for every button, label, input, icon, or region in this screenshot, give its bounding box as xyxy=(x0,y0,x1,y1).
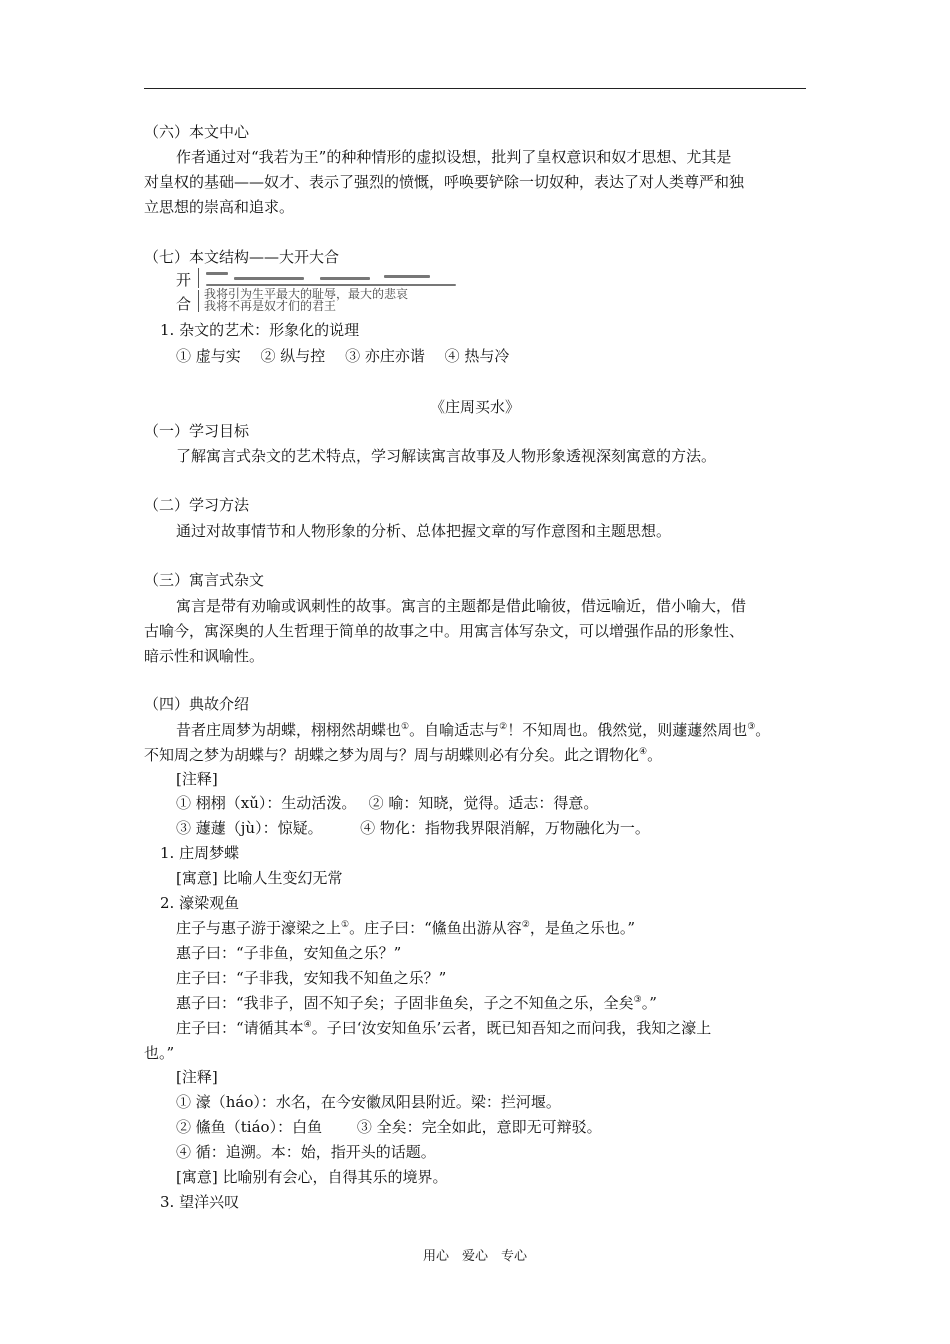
section-heading: （六）本文中心 xyxy=(144,123,250,141)
paragraph-line: 暗示性和讽喻性。 xyxy=(144,647,265,665)
obscured-text xyxy=(320,277,370,280)
dialogue-line: 惠子曰：“我非子，固不知子矣；子固非鱼矣，子之不知鱼之乐，全矣③。” xyxy=(176,994,657,1012)
structure-diagram xyxy=(198,268,558,312)
list-item: ① 虚与实 ② 纵与控 ③ 亦庄亦谐 ④ 热与冷 xyxy=(176,347,510,365)
page-footer: 用心 爱心 专心 xyxy=(422,1249,527,1264)
list-item: 1. 庄周梦蝶 xyxy=(160,844,240,862)
meaning-line: [寓意] 比喻别有会心，自得其乐的境界。 xyxy=(176,1168,448,1186)
section-heading: （七）本文结构——大开大合 xyxy=(144,248,340,266)
dialogue-line: 庄子曰：“请循其本④。子曰‘汝安知鱼乐’云者，既已知吾知之而问我，我知之濠上 xyxy=(176,1019,712,1037)
note-line: ① 濠（háo）：水名，在今安徽凤阳县附近。梁：拦河堰。 xyxy=(176,1093,561,1111)
close-line-2: 我将不再是奴才们的君王 xyxy=(204,299,337,312)
note-line: ① 栩栩（xǔ）：生动活泼。 ② 喻：知晓，觉得。适志：得意。 xyxy=(176,794,599,812)
structure-close-label: 合 xyxy=(176,295,192,313)
obscured-text xyxy=(384,275,430,278)
paragraph-line: 昔者庄周梦为胡蝶，栩栩然胡蝶也①。自喻适志与②！不知周也。俄然觉，则蘧蘧然周也③。 xyxy=(176,721,771,739)
meaning-line: [寓意] 比喻人生变幻无常 xyxy=(176,869,343,887)
dialogue-line: 庄子与惠子游于濠梁之上①。庄子曰：“鯈鱼出游从容②，是鱼之乐也。” xyxy=(176,919,636,937)
dialogue-line: 惠子曰：“子非鱼，安知鱼之乐？” xyxy=(176,944,402,962)
dialogue-line: 也。” xyxy=(144,1044,175,1062)
note-line: ④ 循：追溯。本：始，指开头的话题。 xyxy=(176,1143,436,1161)
obscured-text xyxy=(206,284,456,286)
obscured-text xyxy=(234,277,304,280)
paragraph-line: 立思想的崇高和追求。 xyxy=(144,198,295,216)
structure-open-label: 开 xyxy=(176,271,192,289)
page-title: 《庄周买水》 xyxy=(429,398,520,416)
open-brace xyxy=(198,268,203,288)
note-label: [注释] xyxy=(176,1068,218,1086)
paragraph-line: 寓言是带有劝喻或讽刺性的故事。寓言的主题都是借此喻彼，借远喻近，借小喻大，借 xyxy=(176,597,747,615)
close-brace xyxy=(198,290,203,312)
list-item: 3. 望洋兴叹 xyxy=(160,1193,240,1211)
paragraph-line: 了解寓言式杂文的艺术特点，学习解读寓言故事及人物形象透视深刻寓意的方法。 xyxy=(176,447,717,465)
close-line-1: 我将引为生平最大的耻辱，最大的悲哀 xyxy=(204,287,409,301)
section-heading: （三）寓言式杂文 xyxy=(144,571,265,589)
note-line: ③ 蘧蘧（jù）：惊疑。 ④ 物化：指物我界限消解，万物融化为一。 xyxy=(176,819,650,837)
paragraph-line: 作者通过对“我若为王”的种种情形的虚拟设想，批判了皇权意识和奴才思想、尤其是 xyxy=(176,148,732,166)
list-item: 1. 杂文的艺术：形象化的说理 xyxy=(160,321,360,339)
section-heading: （二）学习方法 xyxy=(144,496,250,514)
section-heading: （一）学习目标 xyxy=(144,422,250,440)
section-heading: （四）典故介绍 xyxy=(144,695,250,713)
obscured-text xyxy=(206,272,228,275)
note-label: [注释] xyxy=(176,770,218,788)
paragraph-line: 不知周之梦为胡蝶与？胡蝶之梦为周与？周与胡蝶则必有分矣。此之谓物化④。 xyxy=(144,746,663,764)
header-rule xyxy=(144,88,806,89)
dialogue-line: 庄子曰：“子非我，安知我不知鱼之乐？” xyxy=(176,969,447,987)
paragraph-line: 对皇权的基础——奴才、表示了强烈的愤慨，呼唤要铲除一切奴种，表达了对人类尊严和独 xyxy=(144,173,745,191)
list-item: 2. 濠梁观鱼 xyxy=(160,894,240,912)
note-line: ② 鯈鱼（tiáo）：白鱼 ③ 全矣：完全如此，意即无可辩驳。 xyxy=(176,1118,602,1136)
paragraph-line: 古喻今，寓深奥的人生哲理于简单的故事之中。用寓言体写杂文，可以增强作品的形象性、 xyxy=(144,622,745,640)
paragraph-line: 通过对故事情节和人物形象的分析、总体把握文章的写作意图和主题思想。 xyxy=(176,522,672,540)
